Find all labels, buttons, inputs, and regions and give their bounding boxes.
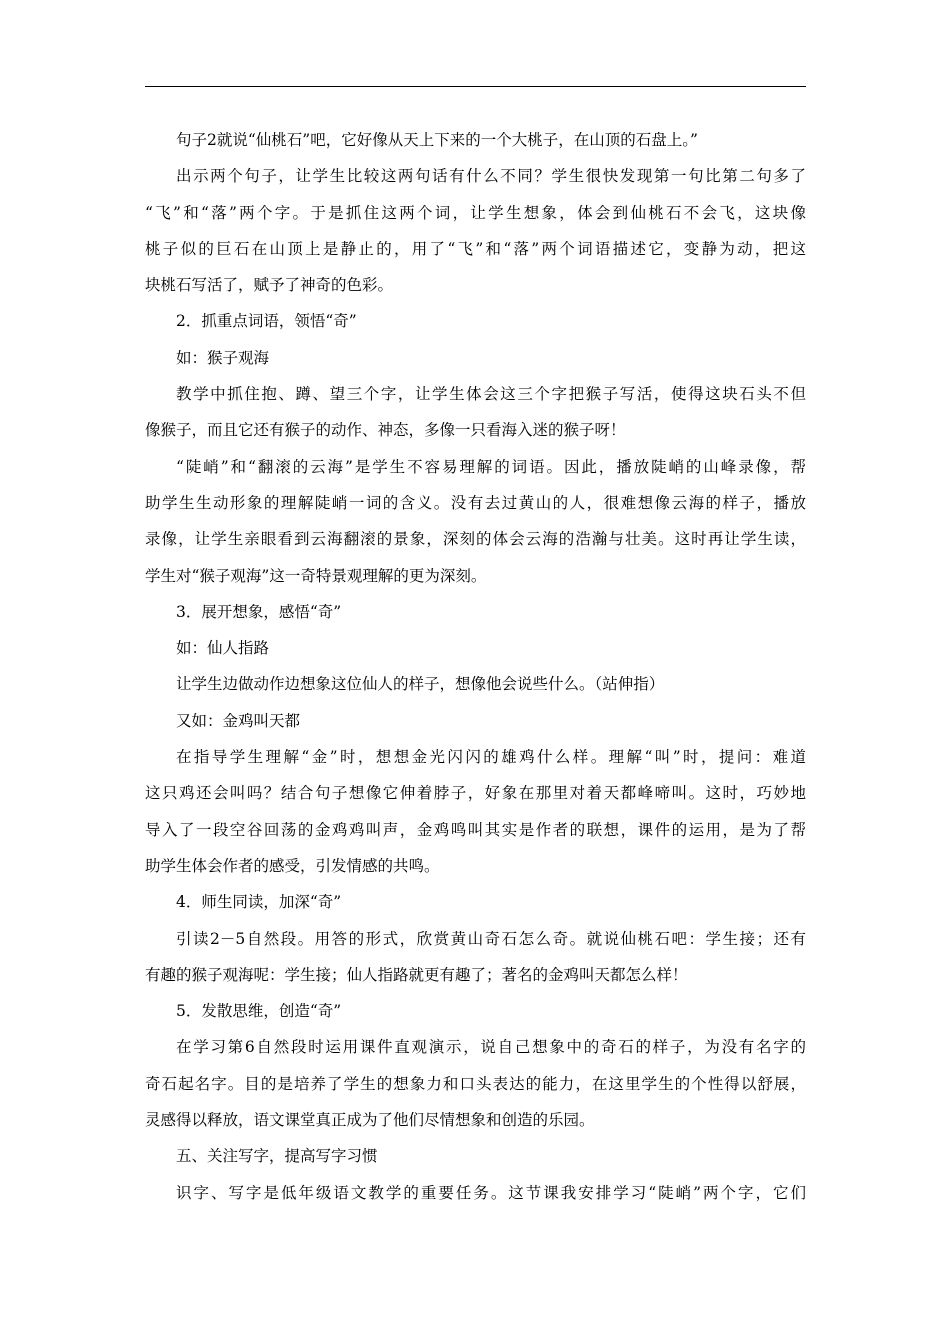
text-line: 块桃石写活了，赋予了神奇的色彩。 [145,276,394,295]
text-line: “飞”和“落”两个字。于是抓住这两个词，让学生想象，体会到仙桃石不会飞，这块像 [145,203,806,222]
text-line: 助学生生动形象的理解陡峭一词的含义。没有去过黄山的人，很难想像云海的样子，播放 [145,493,806,512]
text-line: 识字、写字是低年级语文教学的重要任务。这节课我安排学习“陡峭”两个字，它们 [176,1183,806,1202]
text-line: 学生对“猴子观海”这一奇特景观理解的更为深刻。 [145,566,487,585]
text-line: 4．师生同读，加深“奇” [176,893,342,912]
text-line: 让学生边做动作边想象这位仙人的样子，想像他会说些什么。（站伸指） [176,675,665,694]
text-line: 桃子似的巨石在山顶上是静止的，用了“飞”和“落”两个词语描述它，变静为动，把这 [145,239,806,258]
text-line: 如：仙人指路 [176,639,270,658]
text-line: 出示两个句子，让学生比较这两句话有什么不同？学生很快发现第一句比第二句多了 [176,167,806,186]
text-line: 导入了一段空谷回荡的金鸡鸡叫声，金鸡鸣叫其实是作者的联想，课件的运用，是为了帮 [145,820,806,839]
text-line: 教学中抓住抱、蹲、望三个字，让学生体会这三个字把猴子写活，使得这块石头不但 [176,385,806,404]
text-line: 在指导学生理解“金”时，想想金光闪闪的雄鸡什么样。理解“叫”时，提问：难道 [176,748,806,767]
text-line: 像猴子，而且它还有猴子的动作、神态，多像一只看海入迷的猴子呀！ [145,421,626,440]
text-line: 在学习第6自然段时运用课件直观演示，说自己想象中的奇石的样子，为没有名字的 [176,1038,806,1057]
text-line: 句子2就说“仙桃石”吧，它好像从天上下来的一个大桃子，在山顶的石盘上。” [176,131,698,149]
text-line: 3．展开想象，感悟“奇” [176,602,342,621]
text-line: 有趣的猴子观海呢：学生接；仙人指路就更有趣了；著名的金鸡叫天都怎么样！ [145,965,688,984]
document-body [145,122,806,1211]
text-line: 灵感得以释放，语文课堂真正成为了他们尽情想象和创造的乐园。 [145,1111,595,1130]
text-line: 2．抓重点词语，领悟“奇” [176,312,357,331]
text-line: 引读2－5自然段。用答的形式，欣赏黄山奇石怎么奇。就说仙桃石吧：学生接；还有 [176,929,806,948]
text-line: 录像，让学生亲眼看到云海翻滚的景象，深刻的体会云海的浩瀚与壮美。这时再让学生读， [145,530,806,549]
header-rule [145,86,806,87]
text-line: “陡峭”和“翻滚的云海”是学生不容易理解的词语。因此，播放陡峭的山峰录像，帮 [176,457,806,476]
text-line: 如：猴子观海 [176,348,270,367]
text-line: 这只鸡还会叫吗？结合句子想像它伸着脖子，好象在那里对着天都峰啼叫。这时，巧妙地 [145,784,806,803]
text-line: 五、关注写字，提高写字习惯 [176,1147,378,1166]
text-line: 助学生体会作者的感受，引发情感的共鸣。 [145,856,440,875]
text-line: 奇石起名字。目的是培养了学生的想象力和口头表达的能力，在这里学生的个性得以舒展， [145,1074,806,1093]
text-line: 又如：金鸡叫天都 [176,711,301,730]
text-line: 5．发散思维，创造“奇” [176,1002,342,1021]
